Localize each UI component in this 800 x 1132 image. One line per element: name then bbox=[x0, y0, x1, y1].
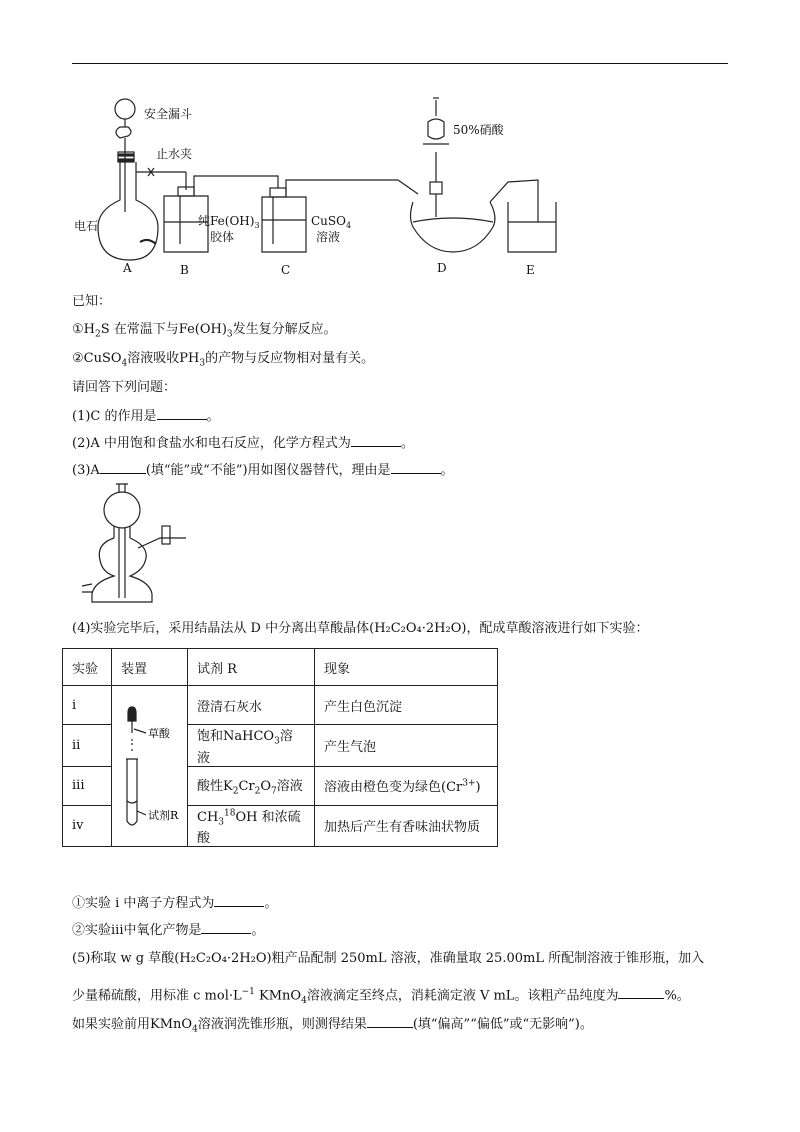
label-fe-sub: 3 bbox=[254, 221, 260, 230]
label-C: C bbox=[281, 263, 291, 277]
cell-phenomenon: 溶液由橙色变为绿色$(Cr^{3+})$ bbox=[315, 766, 498, 805]
answer-blank[interactable] bbox=[201, 920, 251, 934]
question-4-sub2: ②实验iii中氧化产物是 。 bbox=[72, 920, 265, 940]
svg-text:草酸: 草酸 bbox=[148, 727, 170, 741]
cell-phenomenon: 产生气泡 bbox=[315, 725, 498, 767]
cell-phenomenon: 加热后产生有香味油状物质 bbox=[315, 805, 498, 847]
apparatus-figure bbox=[68, 92, 568, 282]
answer-blank[interactable] bbox=[157, 406, 207, 420]
label-fe-2: 胶体 bbox=[210, 230, 235, 244]
label-cuso4-1: CuSO bbox=[311, 214, 346, 228]
label-safety-funnel: 安全漏斗 bbox=[144, 107, 193, 121]
kipp-generator-figure bbox=[76, 480, 196, 610]
table-header: 试剂 R bbox=[188, 649, 315, 686]
question-1: (1)C 的作用是 。 bbox=[72, 406, 220, 426]
question-4-sub1: ①实验 i 中离子方程式为 。 bbox=[72, 893, 277, 913]
label-cuso4-2: 溶液 bbox=[316, 230, 341, 244]
cell-id: ii bbox=[63, 725, 112, 767]
cell-reagent: 酸性$K_2Cr_2O_7$溶液 bbox=[188, 766, 315, 805]
question-5-line1: (5)称取 w g 草酸(H₂C₂O₄·2H₂O)粗产品配制 250mL 溶液，准确量取 25.00mL 所配制溶液于锥形瓶，加入 bbox=[72, 951, 705, 966]
label-fe-1: 纯Fe(OH) bbox=[198, 214, 255, 228]
table-header-row bbox=[63, 649, 498, 686]
label-A: A bbox=[123, 261, 132, 275]
label-cuso4-sub: 4 bbox=[345, 221, 352, 230]
svg-text:试剂R: 试剂R bbox=[148, 809, 179, 823]
oxalic-formula: H₂C₂O₄·2H₂O bbox=[374, 621, 462, 636]
answer-blank[interactable] bbox=[351, 433, 401, 447]
svg-text:纯Fe(OH)3 bbox=[198, 213, 260, 230]
table-header: 实验 bbox=[63, 649, 112, 686]
experiment-table bbox=[62, 648, 498, 847]
label-carbide: 电石 bbox=[74, 219, 99, 233]
question-2: (2)A 中用饱和食盐水和电石反应，化学方程式为 。 bbox=[72, 433, 414, 453]
dropper-tube-figure bbox=[112, 689, 187, 839]
table-header: 装置 bbox=[112, 649, 188, 686]
question-3: (3)A (填“能”或“不能”)用如图仪器替代，理由是 。 bbox=[72, 460, 454, 480]
cell-id: iv bbox=[63, 805, 112, 847]
cell-reagent: 饱和NaHCO$_3$溶液 bbox=[188, 725, 315, 767]
label-D: D bbox=[437, 261, 447, 275]
table-row bbox=[63, 686, 498, 725]
cell-id: iii bbox=[63, 766, 112, 805]
known-item2: ②CuSO$_4$溶液吸收$PH_3$的产物与反应物相对量有关。 bbox=[72, 351, 375, 369]
answer-blank[interactable] bbox=[391, 460, 441, 474]
table-header: 现象 bbox=[315, 649, 498, 686]
answer-blank[interactable] bbox=[100, 460, 146, 474]
label-stop-clamp: 止水夹 bbox=[156, 147, 193, 161]
cell-id: i bbox=[63, 686, 112, 725]
known-item1: $①H_2S$ 在常温下与$Fe(OH)_3$发生复分解反应。 bbox=[72, 322, 337, 340]
questions-intro: 请回答下列问题： bbox=[72, 380, 177, 395]
label-B: B bbox=[180, 263, 189, 277]
cell-reagent: 澄清石灰水 bbox=[188, 686, 315, 725]
question-4: (4)实验完毕后，采用结晶法从 D 中分离出草酸晶体(H₂C₂O₄·2H₂O)，配成草酸溶液进行如下实验： bbox=[72, 621, 649, 636]
answer-blank[interactable] bbox=[214, 893, 264, 907]
question-5-line2: 少量稀硫酸，用标准 c $mol\cdot L^{-1}$ KMnO$_4$溶液滴定至终点，消耗滴定液 V mL。该粗产品纯度为 %。 bbox=[72, 987, 690, 1006]
known-title: 已知： bbox=[72, 294, 112, 309]
cell-reagent: $CH_3^{18}OH$ 和浓硫酸 bbox=[188, 805, 315, 847]
label-E: E bbox=[526, 263, 535, 277]
svg-text:CuSO4 bbox=[311, 214, 351, 230]
answer-blank[interactable] bbox=[618, 985, 664, 999]
safety-funnel-bulb bbox=[115, 99, 135, 119]
cell-phenomenon: 产生白色沉淀 bbox=[315, 686, 498, 725]
device-cell bbox=[112, 686, 188, 847]
label-nitric: 50%硝酸 bbox=[453, 123, 504, 137]
top-rule bbox=[72, 63, 728, 64]
answer-blank[interactable] bbox=[367, 1014, 413, 1028]
question-5-line3: 如果实验前用KMnO$_4$溶液润洗锥形瓶，则测得结果 (填“偏高”“偏低”或“无影响”)。 bbox=[72, 1014, 593, 1039]
